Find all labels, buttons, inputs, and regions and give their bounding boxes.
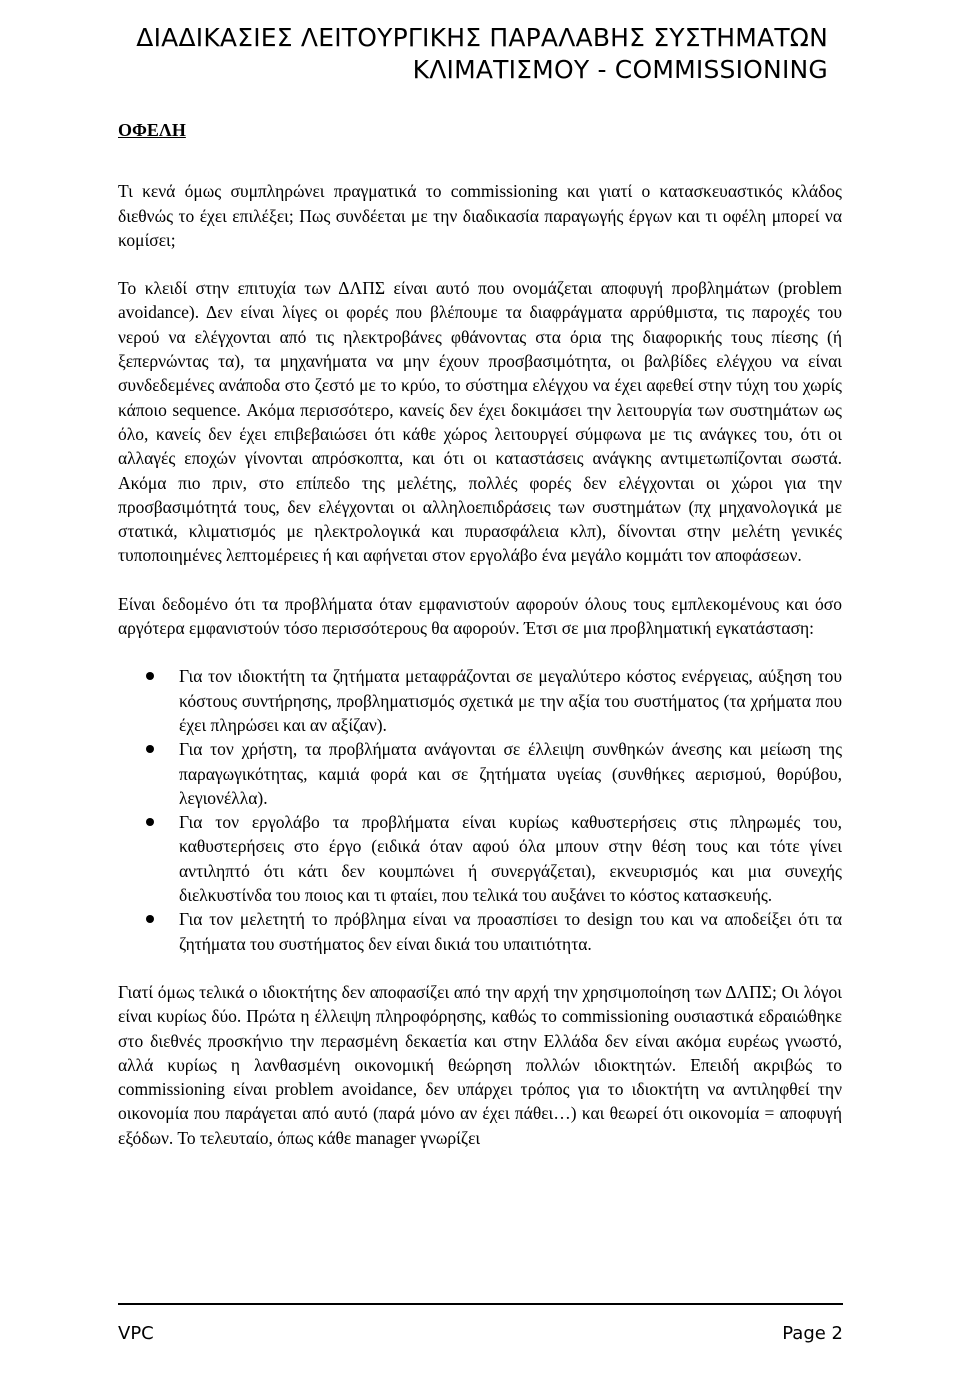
section-title: ΟΦΕΛΗ xyxy=(118,120,186,140)
paragraph-closing: Γιατί όμως τελικά ο ιδιοκτήτης δεν αποφασίζει από την αρχή την χρησιμοποίηση των ΔΛΠΣ; Οι λόγοι είναι κυρίως δύο. Πρώτα η έλλειψη πληροφόρησης, καθώς το commissioning ουσιαστικά εδραιώθηκε στο διεθνές προσκήνιο την περασμένη δεκαετία και στην Ελλάδα δεν είναι ακόμα ευρέως γνωστό, αλλά κυρίως η λανθασμένη οικονομική θεώρηση πολλών ιδιοκτητών. Επειδή ακριβώς το commissioning είναι problem avoidance, δεν υπάρχει τρόπος για το ιδιοκτήτη να αντιληφθεί την οικονομία που παράγεται από αυτό (παρά μόνο αν έχει πάθει…) και θεωρεί ότι οικονομία = αποφυγή εξόδων. Το τελευταίο, όπως κάθε manager γνωρίζει xyxy=(118,981,842,1148)
list-item-owner xyxy=(118,664,842,737)
paragraph-problem-avoidance: Το κλειδί στην επιτυχία των ΔΛΠΣ είναι αυτό που ονομάζεται αποφυγή προβλημάτων (problem avoidance). Δεν είναι λίγες οι φορές που βλέπουμε τα διαφράγματα αρρύθμιστα, τις παροχές του νερού να ελέγχονται από τις ηλεκτροβάνες φθάνοντας στα όρια της διαφορικής τους πίεσης (ή ξεπερνώντας τα), τα μηχανήματα να μην έχουν προσβασιμότητα, οι βαλβίδες ελέγχου να είναι συνδεδεμένες ανάποδα στο ζεστό με το κρύο, το σύστημα ελέγχου να έχει αφεθεί στην τύχη του χωρίς κάποιο sequence. Ακόμα περισσότερο, κανείς δεν έχει δοκιμάσει την λειτουργία των συστημάτων ως όλο, κανείς δεν έχει επιβεβαιώσει ότι κάθε χώρος λειτουργεί σύμφωνα με τις ανάγκες του, ότι οι αλλαγές εποχών γίνονται απρόσκοπτα, και ότι οι καταστάσεις ανάγκης αντιμετωπίζονται σωστά. Ακόμα πιο πριν, στο επίπεδο της μελέτης, πολλές φορές δεν ελέγχονται οι χώροι για την προσβασιμότητά τους, δεν ελέγχονται οι αλληλοεπιδράσεις των συστημάτων (πχ μηχανολογικά με στατικά, κλιματισμός με ηλεκτρολογικά και πυρασφάλεια κλπ), δίνονται στην μελέτη γενικές τυποποιημένες λεπτομέρειες ή και αφήνεται στον εργολάβο ένα μεγάλο κομμάτι τον αποφάσεων. xyxy=(118,278,842,566)
header-title-line-1: ΔΙΑΔΙΚΑΣΙΕΣ ΛΕΙΤΟΥΡΓΙΚΗΣ ΠΑΡΑΛΑΒΗΣ ΣΥΣΤΗΜΑΤΩΝ xyxy=(136,23,828,52)
footer-page-number: Page 2 xyxy=(782,1323,843,1344)
list-item-text: Για τον μελετητή το πρόβλημα είναι να προασπίσει το design του και να αποδείξει ότι τα ζητήματα του συστήματος δεν είναι δικιά του υπαιτιότητα. xyxy=(179,909,842,954)
stakeholder-bullet-list xyxy=(118,664,842,956)
paragraph-problems-affect-all: Είναι δεδομένο ότι τα προβλήματα όταν εμφανιστούν αφορούν όλους τους εμπλεκομένους και όσο αργότερα εμφανιστούν τόσο περισσότερους θα αφορούν. Έτσι σε μια προβληματική εγκατάσταση: xyxy=(118,593,842,639)
footer-company: VPC xyxy=(118,1323,154,1344)
bullet-icon xyxy=(146,915,154,923)
list-item-contractor xyxy=(118,810,842,907)
header-title-line-2: ΚΛΙΜΑΤΙΣΜΟΥ - COMMISSIONING xyxy=(412,55,828,84)
list-item-designer xyxy=(118,907,842,956)
bullet-icon xyxy=(146,818,154,826)
document-body xyxy=(118,118,842,1174)
list-item-user xyxy=(118,737,842,810)
page-footer xyxy=(118,1303,843,1344)
bullet-icon xyxy=(146,745,154,753)
list-item-text: Για τον χρήστη, τα προβλήματα ανάγονται σε έλλειψη συνθηκών άνεσης και μείωση της παραγωγικότητας, καμιά φορά και σε ζητήματα υγείας (συνθήκες αερισμού, θορύβου, λεγιονέλλα). xyxy=(179,739,842,808)
paragraph-intro: Τι κενά όμως συμπληρώνει πραγματικά το commissioning και γιατί ο κατασκευαστικός κλάδος διεθνώς το έχει επιλέξει; Πως συνδέεται με την διαδικασία παραγωγής έργων και τι οφέλη μπορεί να κομίσει; xyxy=(118,181,842,250)
list-item-text: Για τον ιδιοκτήτη τα ζητήματα μεταφράζονται σε μεγαλύτερο κόστος ενέργειας, αύξηση του κόστους συντήρησης, προβληματισμός σχετικά με την αξία του συστήματος (τα χρήματα που έχει πληρώσει και αν αξίζαν). xyxy=(179,666,842,735)
page-header xyxy=(68,22,828,86)
bullet-icon xyxy=(146,672,154,680)
list-item-text: Για τον εργολάβο τα προβλήματα είναι κυρίως καθυστερήσεις στις πληρωμές του, καθυστερήσεις στο έργο (ειδικά όταν αφού όλα μπουν στην θέση τους και τότε γίνει αντιληπτό ότι κάτι δεν κουμπώνει ή συνεργάζεται), εκνευρισμός και μια συνεχής διελκυστίνδα του ποιος και τι φταίει, που τελικά του αυξάνει το κόστος κατασκευής. xyxy=(179,812,842,906)
